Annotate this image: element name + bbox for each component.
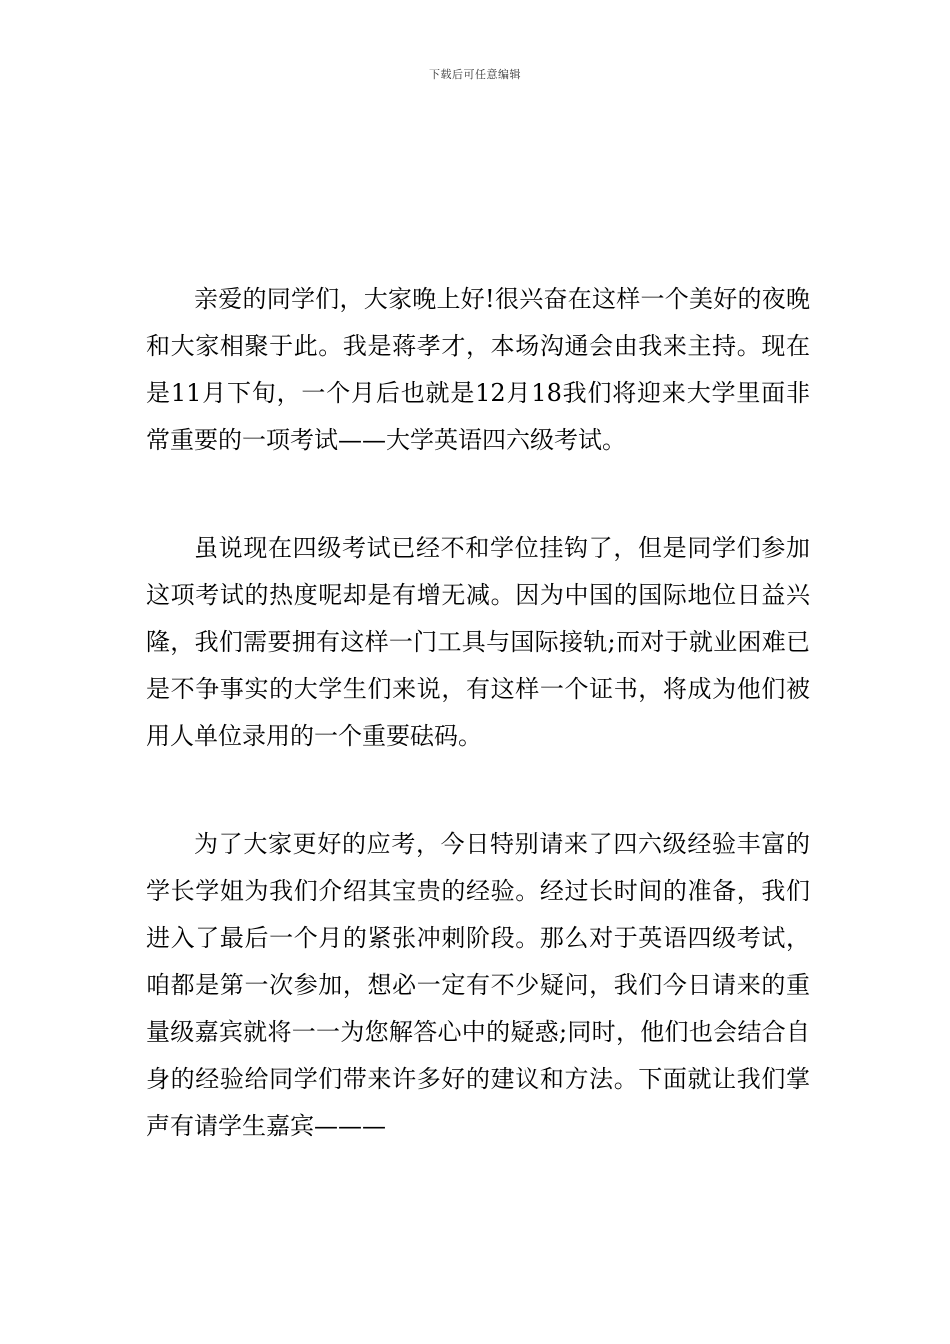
paragraph-exam-importance: 虽说现在四级考试已经不和学位挂钩了，但是同学们参加这项考试的热度呢却是有增无减。因为中国的国际地位日益兴隆，我们需要拥有这样一门工具与国际接轨;而对于就业困难已是不争事实的大学生们来说，有这样一个证书，将成为他们被用人单位录用的一个重要砝码。: [146, 534, 810, 750]
paragraph-guest-introduction: 为了大家更好的应考，今日特别请来了四六级经验丰富的学长学姐为我们介绍其宝贵的经验。经过长时间的准备，我们进入了最后一个月的紧张冲刺阶段。那么对于英语四级考试，咱都是第一次参加，想必一定有不少疑问，我们今日请来的重量级嘉宾就将一一为您解答心中的疑惑;同时，他们也会结合自身的经验给同学们带来许多好的建议和方法。下面就让我们掌声有请学生嘉宾———: [146, 830, 810, 1140]
paragraph-opening: 亲爱的同学们，大家晚上好!很兴奋在这样一个美好的夜晚和大家相聚于此。我是蒋孝才，本场沟通会由我来主持。现在是11月下旬，一个月后也就是12月18我们将迎来大学里面非常重要的一项考试——大学英语四六级考试。: [146, 285, 810, 454]
header-note: 下载后可任意编辑: [429, 68, 521, 81]
